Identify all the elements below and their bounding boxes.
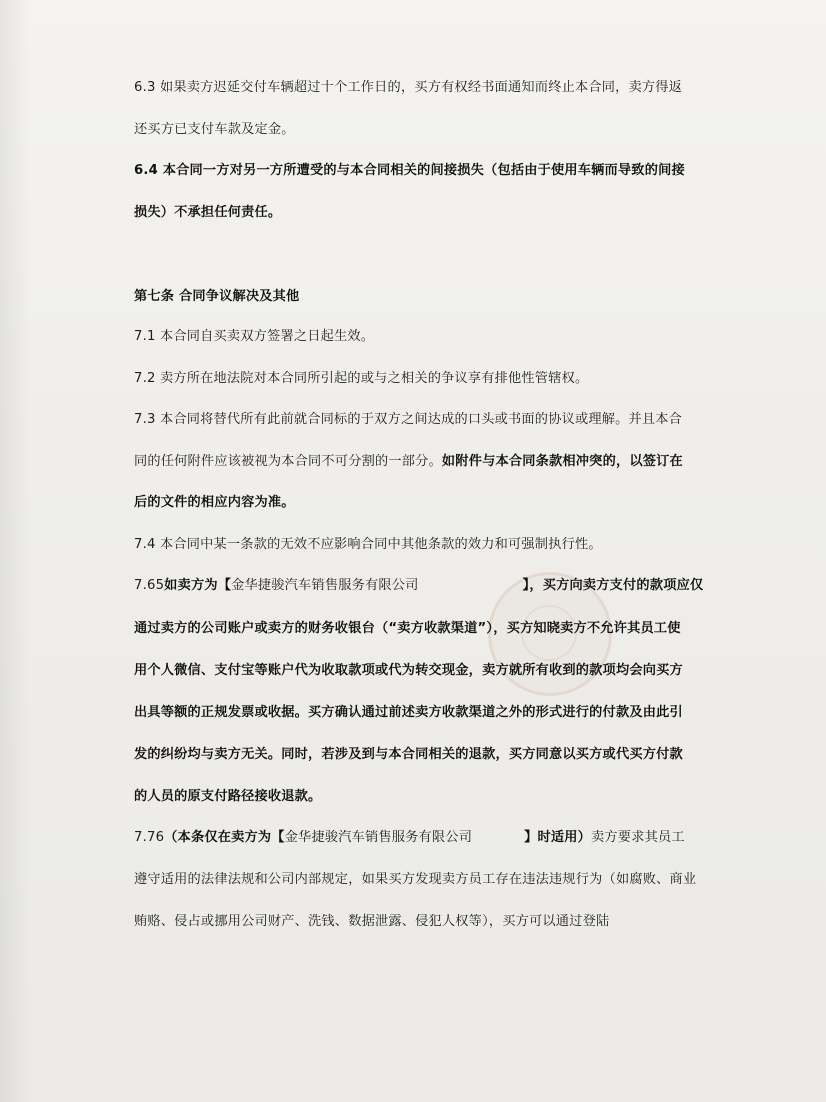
clause-7-65-line-1 <box>134 577 704 595</box>
chapter-7-heading: 第七条 合同争议解决及其他 <box>134 289 300 304</box>
clause-7-3-line-1: 7.3 本合同将替代所有此前就合同标的于双方之间达成的口头或书面的协议或理解。并且本合 <box>134 412 683 427</box>
clause-7-76-tail-bold: 】时适用） <box>524 830 592 845</box>
clause-7-4: 7.4 本合同中某一条款的无效不应影响合同中其他条款的效力和可强制执行性。 <box>134 537 602 552</box>
clause-7-65-number: 7.65 <box>134 578 165 593</box>
clause-7-3-line-2-normal: 同的任何附件应该被视为本合同不可分割的一部分。 <box>134 454 442 469</box>
clause-7-3-line-2-bold: 如附件与本合同条款相冲突的，以签订在 <box>441 454 683 469</box>
clause-7-65-line-2: 通过卖方的公司账户或卖方的财务收银台（“卖方收款渠道”），买方知晓卖方不允许其员工使 <box>134 621 681 636</box>
clause-7-65-line-6: 的人员的原支付路径接收退款。 <box>134 789 322 804</box>
clause-7-65-lead: 如卖方为【 <box>164 578 232 593</box>
clause-7-76-line-1 <box>134 829 694 847</box>
clause-6-3-line-2: 还买方已支付车款及定金。 <box>134 122 295 137</box>
clause-6-4-line-2: 损失）不承担任何责任。 <box>134 205 282 220</box>
clause-7-65-line-4: 出具等额的正规发票或收据。买方确认通过前述卖方收款渠道之外的形式进行的付款及由此引 <box>134 705 683 720</box>
clause-6-3-line-1: 6.3 如果卖方迟延交付车辆超过十个工作日的，买方有权经书面通知而终止本合同，卖方得返 <box>134 80 683 95</box>
clause-7-76-line-2: 遵守适用的法律法规和公司内部规定，如果买方发现卖方员工存在违法违规行为（如腐败、商业 <box>134 872 697 887</box>
clause-7-76-tail-normal: 卖方要求其员工 <box>591 830 685 845</box>
clause-7-65-line-5: 发的纠纷均与卖方无关。同时，若涉及到与本合同相关的退款，买方同意以买方或代买方付款 <box>134 747 683 762</box>
clause-7-65-tail: 】，买方向卖方支付的款项应仅 <box>522 578 704 593</box>
clause-7-76-company: 金华捷骏汽车销售服务有限公司 <box>284 830 473 845</box>
clause-7-1: 7.1 本合同自买卖双方签署之日起生效。 <box>134 329 375 344</box>
clause-7-3-line-3: 后的文件的相应内容为准。 <box>134 495 295 510</box>
page-edge-shadow <box>0 0 30 1102</box>
clause-7-65-line-3: 用个人微信、支付宝等账户代为收取款项或代为转交现金，卖方就所有收到的款项均会向买方 <box>134 663 683 678</box>
clause-7-76-number: 7.76 <box>134 830 165 845</box>
clause-7-65-company: 金华捷骏汽车销售服务有限公司 <box>231 578 419 593</box>
clause-7-76-lead: （本条仅在卖方为【 <box>164 830 285 845</box>
clause-7-3-line-2 <box>134 453 694 471</box>
clause-7-2: 7.2 卖方所在地法院对本合同所引起的或与之相关的争议享有排他性管辖权。 <box>134 371 589 386</box>
clause-7-76-line-3: 贿赂、侵占或挪用公司财产、洗钱、数据泄露、侵犯人权等），买方可以通过登陆 <box>134 914 610 929</box>
clause-6-4-line-1: 6.4 本合同一方对另一方所遭受的与本合同相关的间接损失（包括由于使用车辆而导致的间接 <box>134 163 685 178</box>
